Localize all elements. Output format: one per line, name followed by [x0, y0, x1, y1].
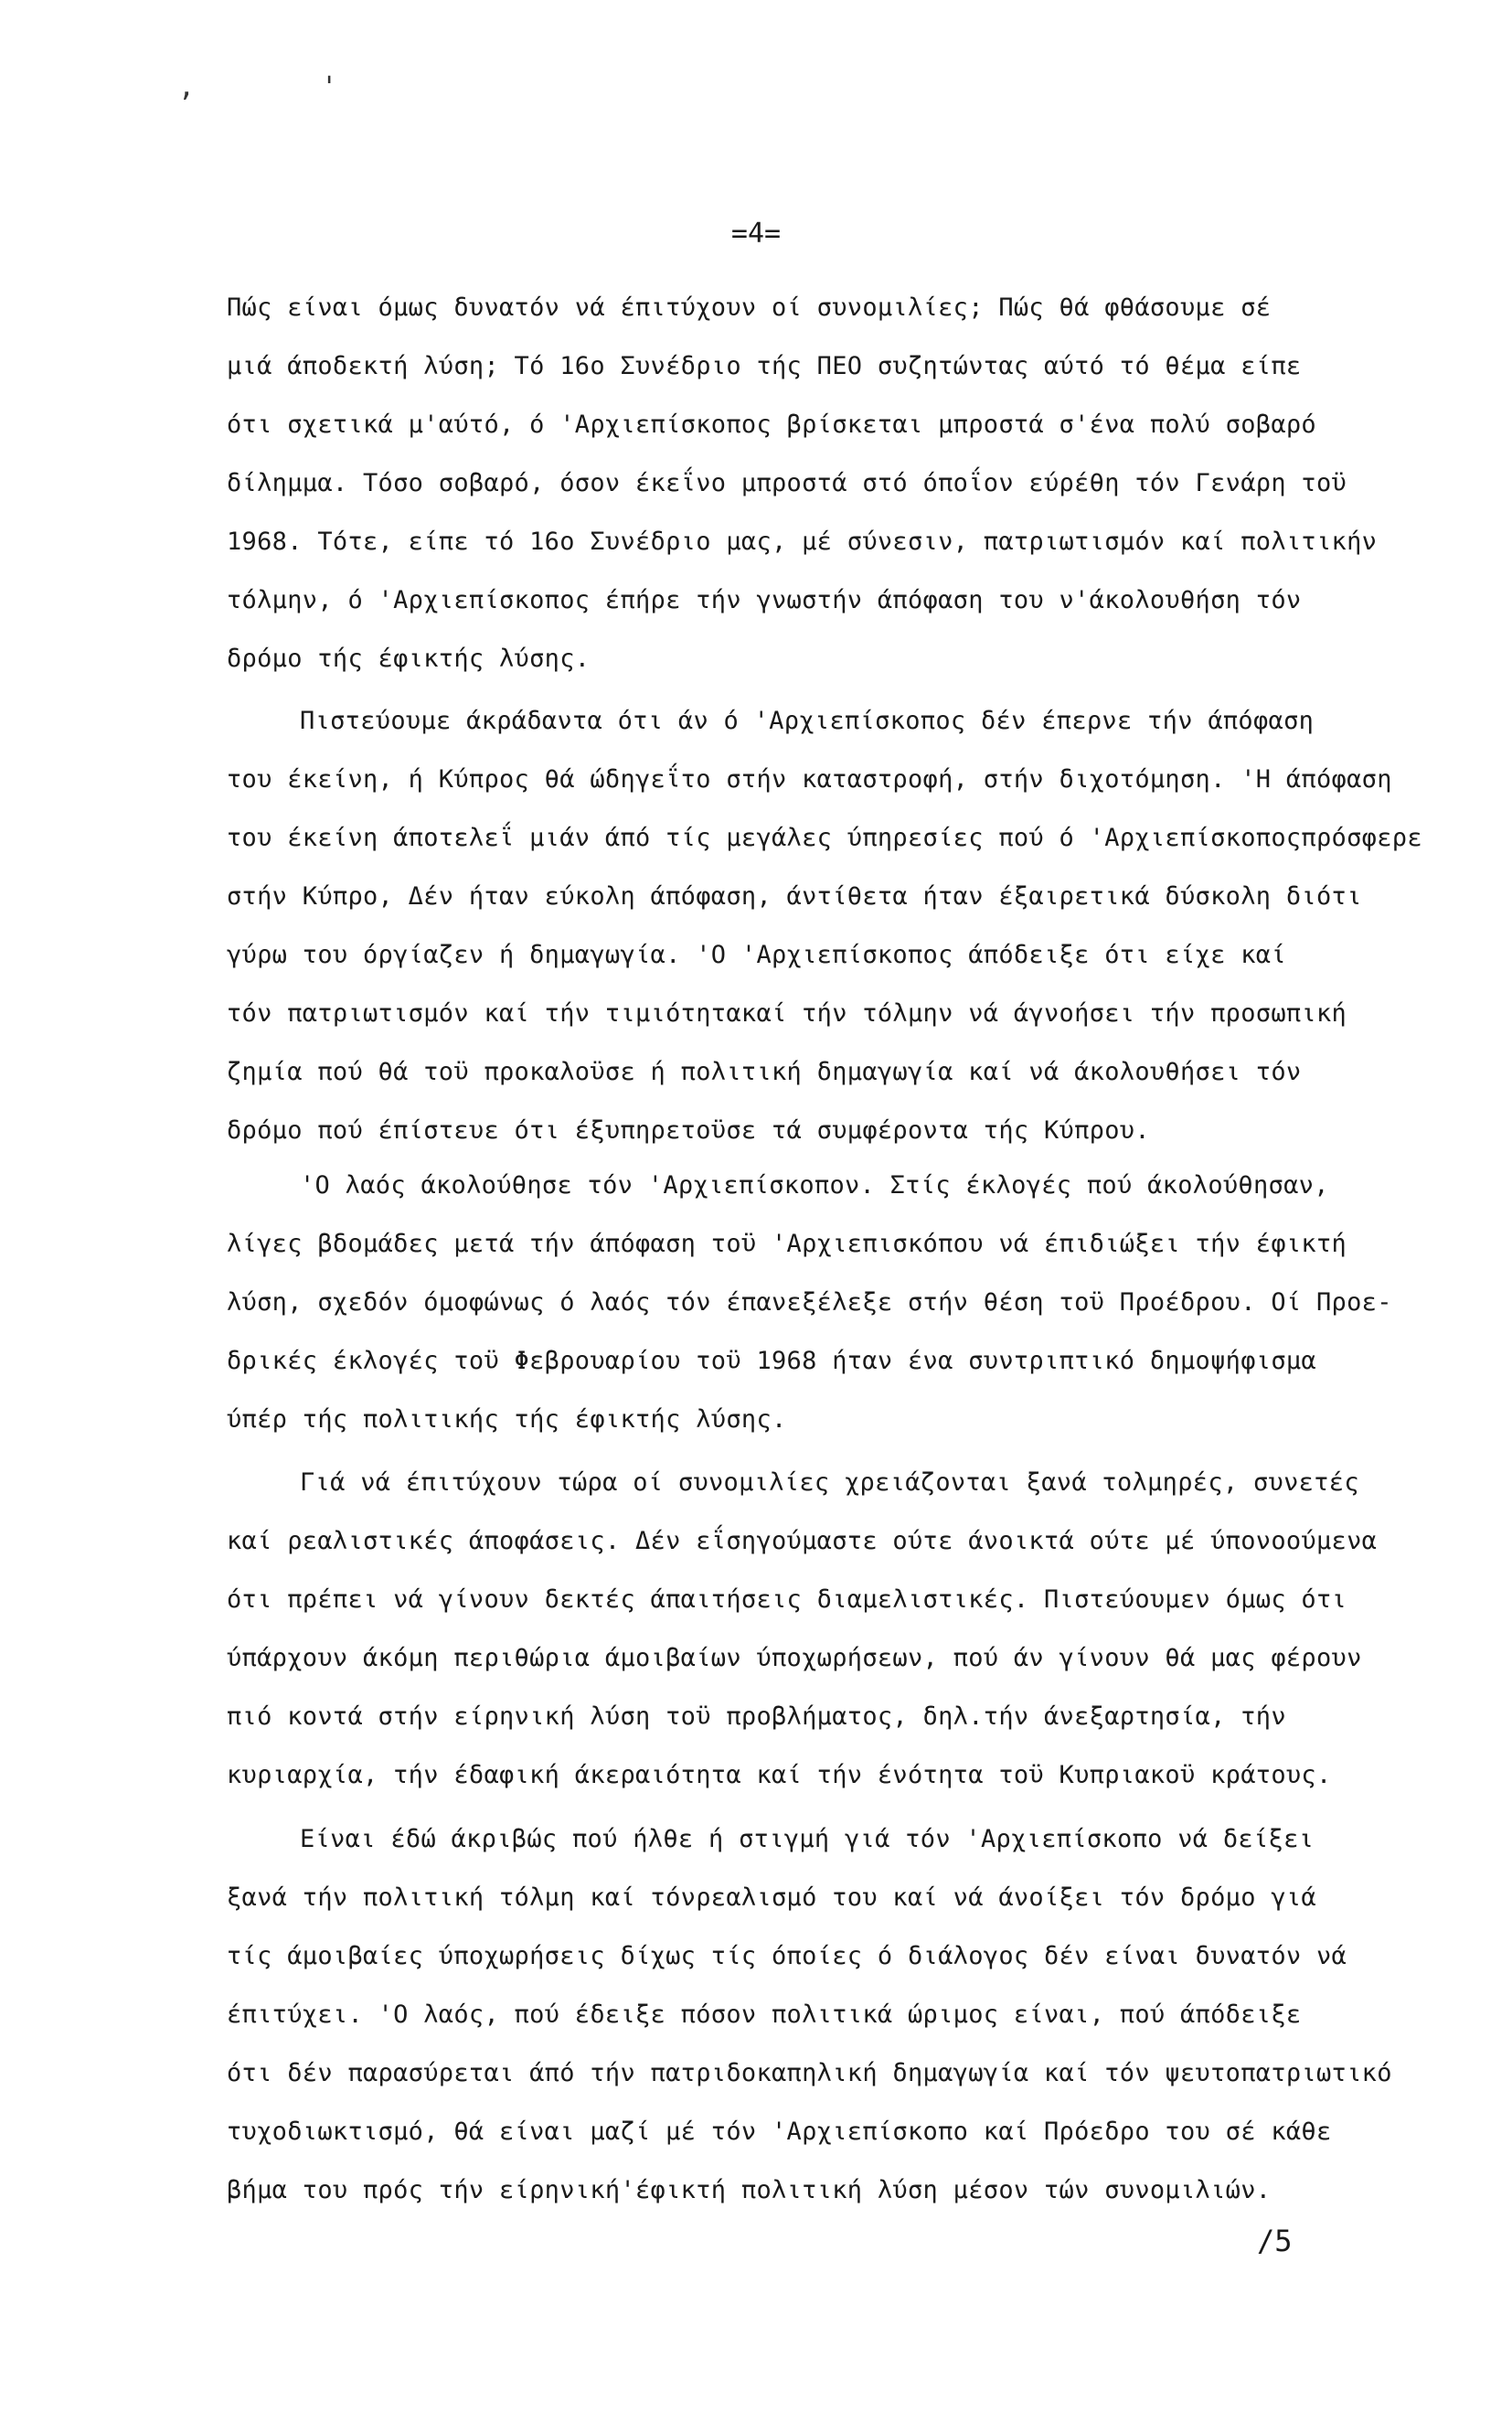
text-line: 'Ο λαός άκολούθησε τόν 'Αρχιεπίσκοπον. Στίς έκλογές πού άκολούθησαν, [300, 1171, 1329, 1200]
text-line: καί ρεαλιστικές άποφάσεις. Δέν εΐσηγούμαστε ούτε άνοικτά ούτε μέ ύπονοούμενα [227, 1527, 1378, 1555]
text-line: Είναι έδώ άκριβώς πού ήλθε ή στιγμή γιά τόν 'Αρχιεπίσκοπο νά δείξει [300, 1825, 1315, 1853]
text-line: ύπάρχουν άκόμη περιθώρια άμοιβαίων ύποχωρήσεων, πού άν γίνουν θά μας φέρουν [227, 1644, 1362, 1672]
text-line: δίλημμα. Τόσο σοβαρό, όσον έκεΐνο μπροστά στό όποΐον εύρέθη τόν Γενάρη τοϋ [227, 469, 1347, 497]
text-line: στήν Κύπρο, Δέν ήταν εύκολη άπόφαση, άντίθετα ήταν έξαιρετικά δύσκολη διότι [227, 882, 1362, 911]
text-line: ύπέρ τής πολιτικής τής έφικτής λύσης. [227, 1405, 787, 1434]
text-line: λύση, σχεδόν όμοφώνως ό λαός τόν έπανεξέλεξε στήν θέση τοϋ Προέδρου. Οί Προε- [227, 1288, 1392, 1317]
text-line: πιό κοντά στήν είρηνική λύση τοϋ προβλήματος, δηλ.τήν άνεξαρτησία, τήν [227, 1702, 1286, 1731]
paragraph-2 [227, 692, 1452, 1160]
paragraph-3 [227, 1157, 1452, 1449]
text-line: τόν πατριωτισμόν καί τήν τιμιότητακαί τήν τόλμην νά άγνοήσει τήν προσωπική [227, 999, 1347, 1028]
text-line: κυριαρχία, τήν έδαφική άκεραιότητα καί τήν ένότητα τοϋ Κυπριακοϋ κράτους. [227, 1761, 1332, 1789]
paragraph-4 [227, 1454, 1452, 1805]
next-page-marker: /5 [1257, 2224, 1293, 2258]
text-line: Πώς είναι όμως δυνατόν νά έπιτύχουν οί συνομιλίες; Πώς θά φθάσουμε σέ [227, 293, 1272, 322]
text-line: Πιστεύουμε άκράδαντα ότι άν ό 'Αρχιεπίσκοπος δέν έπερνε τήν άπόφαση [300, 707, 1315, 735]
text-line: λίγες βδομάδες μετά τήν άπόφαση τοϋ 'Αρχιεπισκόπου νά έπιδιώξει τήν έφικτή [227, 1230, 1347, 1258]
text-line: τίς άμοιβαίες ύποχωρήσεις δίχως τίς όποίες ό διάλογος δέν είναι δυνατόν νά [227, 1942, 1347, 1970]
text-line: δρόμο πού έπίστευε ότι έξυπηρετοϋσε τά συμφέροντα τής Κύπρου. [227, 1116, 1150, 1145]
text-line: ζημία πού θά τοϋ προκαλοϋσε ή πολιτική δημαγωγία καί νά άκολουθήσει τόν [227, 1058, 1302, 1086]
margin-marks: , ' [178, 71, 393, 103]
text-line: του έκείνη, ή Κύπρος θά ώδηγεΐτο στήν καταστροφή, στήν διχοτόμηση. 'Η άπόφαση [227, 765, 1392, 794]
paragraph-5 [227, 1810, 1452, 2220]
text-line: ότι δέν παρασύρεται άπό τήν πατριδοκαπηλική δημαγωγία καί τόν ψευτοπατριωτικό [227, 2059, 1392, 2087]
text-line: ότι πρέπει νά γίνουν δεκτές άπαιτήσεις διαμελιστικές. Πιστεύουμεν όμως ότι [227, 1585, 1347, 1614]
text-line: 1968. Τότε, είπε τό 16ο Συνέδριο μας, μέ σύνεσιν, πατριωτισμόν καί πολιτικήν [227, 528, 1378, 556]
paragraph-1 [227, 279, 1452, 688]
text-line: δρόμο τής έφικτής λύσης. [227, 645, 591, 673]
text-line: έπιτύχει. 'Ο λαός, πού έδειξε πόσον πολιτικά ώριμος είναι, πού άπόδειξε [227, 2001, 1302, 2029]
text-line: τυχοδιωκτισμό, θά είναι μαζί μέ τόν 'Αρχιεπίσκοπο καί Πρόεδρο του σέ κάθε [227, 2118, 1332, 2146]
text-line: δρικές έκλογές τοϋ Φεβρουαρίου τοϋ 1968 ήταν ένα συντριπτικό δημοψήφισμα [227, 1347, 1316, 1375]
text-line: μιά άποδεκτή λύση; Τό 16ο Συνέδριο τής ΠΕΟ συζητώντας αύτό τό θέμα είπε [227, 352, 1302, 380]
text-line: του έκείνη άποτελεΐ μιάν άπό τίς μεγάλες ύπηρεσίες πού ό 'Αρχιεπίσκοποςπρόσφερε [227, 824, 1422, 852]
page-number: =4= [730, 218, 782, 250]
text-line: ξανά τήν πολιτική τόλμη καί τόνρεαλισμό του καί νά άνοίξει τόν δρόμο γιά [227, 1883, 1316, 1912]
text-line: βήμα του πρός τήν είρηνική'έφικτή πολιτική λύση μέσον τών συνομιλιών. [227, 2176, 1272, 2204]
text-line: γύρω του όργίαζεν ή δημαγωγία. 'Ο 'Αρχιεπίσκοπος άπόδειξε ότι είχε καί [227, 941, 1286, 969]
text-line: Γιά νά έπιτύχουν τώρα οί συνομιλίες χρειάζονται ξανά τολμηρές, συνετές [300, 1468, 1359, 1497]
text-line: ότι σχετικά μ'αύτό, ό 'Αρχιεπίσκοπος βρίσκεται μπροστά σ'ένα πολύ σοβαρό [227, 411, 1316, 439]
text-line: τόλμην, ό 'Αρχιεπίσκοπος έπήρε τήν γνωστήν άπόφαση του ν'άκολουθήση τόν [227, 586, 1302, 614]
